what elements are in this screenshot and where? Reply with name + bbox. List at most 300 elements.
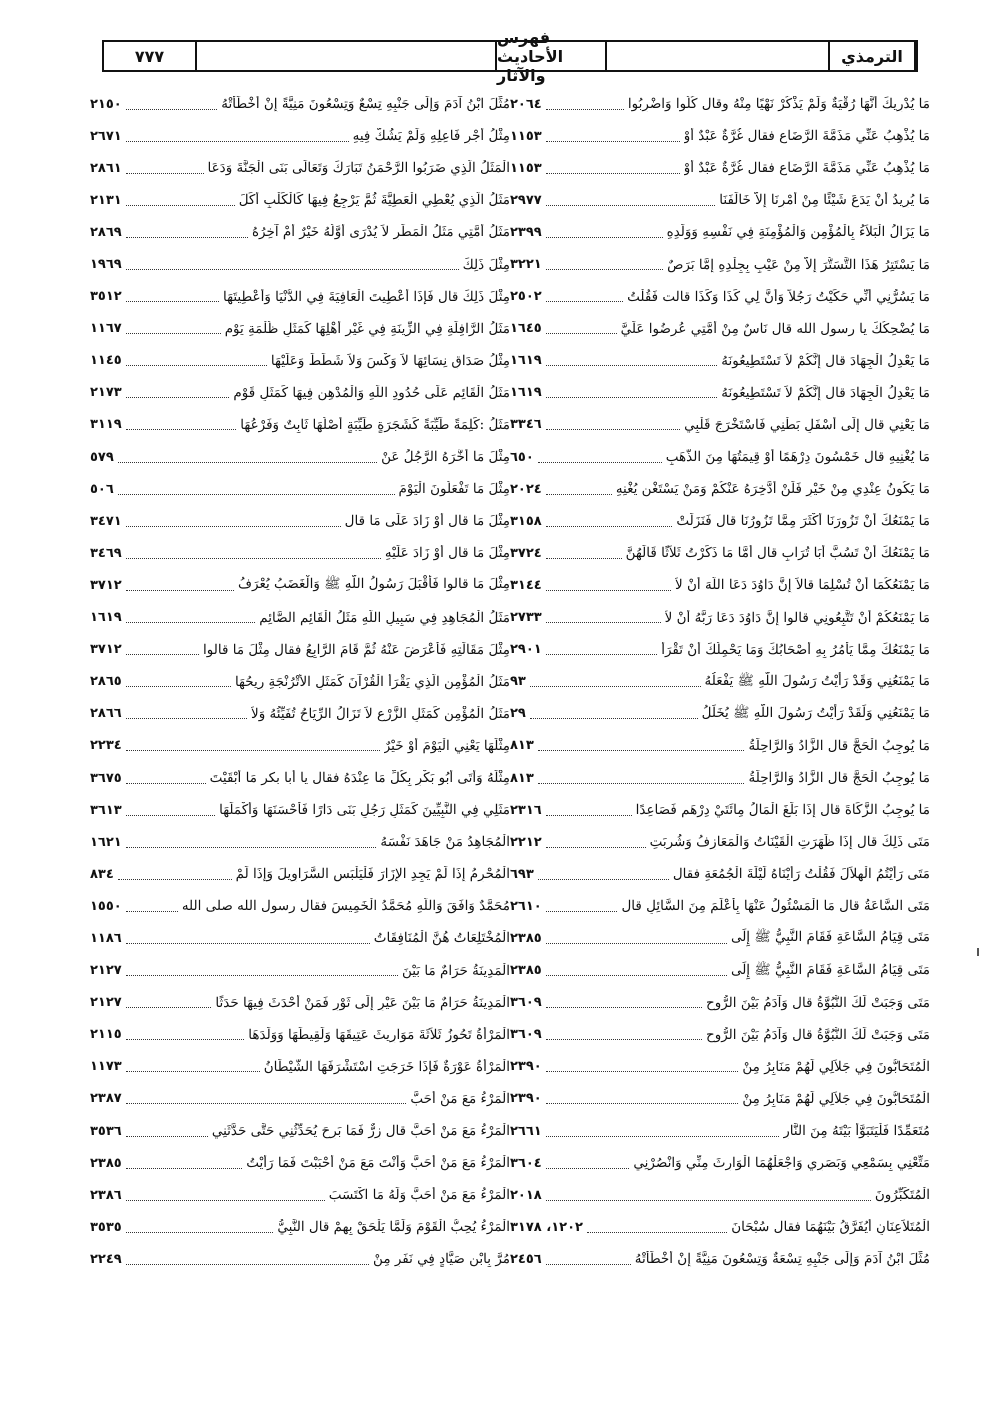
leader-dots — [126, 1254, 369, 1265]
leader-dots — [546, 805, 632, 816]
hadith-number: ٢٤٥٦ — [510, 1251, 542, 1267]
index-entry — [90, 858, 510, 890]
hadith-number: ٢٢١٢ — [510, 834, 542, 850]
index-entry — [90, 762, 510, 794]
index-entry — [90, 987, 510, 1019]
entry-text: مَثَلُ أُمَّتِي مَثَلُ الْمَطَرِ لاَ يُدْرَى أَوَّلُهُ خَيْرٌ أَمْ آخِرُهُ — [251, 224, 510, 241]
leader-dots — [546, 1158, 630, 1169]
index-entry — [90, 441, 510, 473]
leader-dots — [538, 869, 669, 880]
hadith-number: ٣١٤٤ — [510, 577, 542, 593]
hadith-number: ٣٦٠٩ — [510, 995, 542, 1011]
header-empty-cell-middle — [607, 42, 830, 70]
leader-dots — [126, 580, 234, 591]
index-entry — [510, 858, 930, 890]
leader-dots — [546, 259, 663, 270]
entry-text: مَا يَمْنَعُكُمَا أَنْ تُسْلِمَا قالاَ إِنَّ دَاوُدَ دَعَا اللَّهَ أَنْ لاَ — [675, 577, 930, 594]
hadith-number: ٢٣٩٠ — [510, 1091, 542, 1107]
leader-dots — [546, 323, 617, 334]
hadith-number: ٢٣٩٩ — [510, 224, 542, 240]
leader-dots — [126, 612, 256, 623]
entry-text: مَتَى قِيَامُ السَّاعَةِ فَقَامَ النَّبِيُّ ﷺ إِلَى — [730, 929, 930, 946]
index-entry — [90, 666, 510, 698]
index-entry — [510, 1019, 930, 1051]
header-book-title: الترمذي — [830, 42, 916, 70]
hadith-number: ٣٦٠٩ — [510, 1027, 542, 1043]
hadith-number: ١٢٠٢، ٣١٧٨ — [510, 1219, 583, 1235]
index-entry — [510, 602, 930, 634]
hadith-number: ٢٨٦٥ — [90, 674, 122, 690]
leader-dots — [126, 259, 459, 270]
entry-text: مَا يَعْدِلُ الْجِهَادَ قال إِنَّكُمْ لاَ تَسْتَطِيعُونَهُ — [721, 352, 930, 369]
hadith-number: ١١٥٣ — [510, 160, 542, 176]
entry-text: مَا يَزَالُ الْبَلاَءُ بِالْمُؤْمِنِ وَالْمُؤْمِنَةِ فِي نَفْسِهِ وَوَلَدِهِ — [666, 224, 930, 241]
entry-text: مَتَى وَجَبَتْ لَكَ النُّبُوَّةُ قال وَآدَمُ بَيْنَ الرُّوحِ — [705, 994, 930, 1011]
hadith-number: ٢٦٧١ — [90, 128, 122, 144]
leader-dots — [546, 1061, 739, 1072]
hadith-number: ٢٩ — [510, 706, 526, 722]
hadith-number: ١٦١٩ — [510, 385, 542, 401]
leader-dots — [126, 740, 380, 751]
hadith-number: ٢٣٨٥ — [510, 930, 542, 946]
entry-text: الْمَرْأَةُ تَحُوزُ ثَلاَثَةَ مَوَارِيثَ عَتِيقَهَا وَلَقِيطَهَا وَوَلَدَهَا — [248, 1026, 510, 1043]
leader-dots — [126, 291, 219, 302]
index-entry — [510, 730, 930, 762]
leader-dots — [126, 805, 215, 816]
hadith-number: ٨١٣ — [510, 738, 534, 754]
left-index-column — [90, 88, 510, 1275]
leader-dots — [546, 484, 612, 495]
leader-dots — [126, 1158, 243, 1169]
index-entry — [90, 152, 510, 184]
leader-dots — [126, 773, 206, 784]
leader-dots — [118, 484, 395, 495]
leader-dots — [546, 163, 680, 174]
hadith-number: ٢٦١٠ — [510, 898, 542, 914]
leader-dots — [126, 644, 199, 655]
entry-text: مِثْلَ ذَلِكَ — [462, 256, 510, 273]
hadith-number: ٢١٢٧ — [90, 995, 122, 1011]
index-entry — [510, 152, 930, 184]
entry-text: مَا يَسُرُّنِي أَنِّي حَكَيْتُ رَجُلاً وَأَنَّ لِي كَذَا وَكَذَا قالت فَقُلْتُ — [627, 288, 930, 305]
leader-dots — [546, 1029, 702, 1040]
leader-dots — [546, 99, 624, 110]
entry-text: مَثَلُ الرَّافِلَةِ فِي الزِّينَةِ فِي غَيْرِ أَهْلِهَا كَمَثَلِ ظُلْمَةِ يَوْمِ — [224, 320, 510, 337]
entry-text: الْمَرْءُ مَعَ مَنْ أَحَبَّ وَأَنْتَ مَعَ مَنْ أَحْبَبْتَ فَمَا رَأَيْتُ — [246, 1155, 510, 1172]
index-entry — [510, 1051, 930, 1083]
index-entry — [90, 1179, 510, 1211]
index-entry — [510, 216, 930, 248]
hadith-number: ٢١٧٣ — [90, 385, 122, 401]
entry-text: الْمَدِينَةُ حَرَامٌ مَا بَيْنَ — [401, 962, 510, 979]
hadith-number: ٣٣٤٦ — [510, 417, 542, 433]
hadith-number: ١٦١٩ — [510, 353, 542, 369]
hadith-number: ٢٢٤٩ — [90, 1251, 122, 1267]
index-entry — [510, 1115, 930, 1147]
index-entry — [90, 120, 510, 152]
hadith-number: ٣٦١٣ — [90, 802, 122, 818]
entry-text: مَا يُوجِبُ الْحَجَّ قال الزَّادُ وَالرَّاحِلَةُ — [748, 737, 930, 754]
entry-text: الْمُجَاهِدُ مَنْ جَاهَدَ نَفْسَهُ — [380, 834, 510, 851]
entry-text: مَا يُوجِبُ الزَّكَاةَ قال إِذَا بَلَغَ الْمَالُ مِائَتَيْ دِرْهَمٍ فَصَاعِدًا — [635, 802, 930, 819]
entry-text: الْمَدِينَةُ حَرَامٌ مَا بَيْنَ عَيْرٍ إِلَى ثَوْرٍ فَمَنْ أَحْدَثَ فِيهَا حَدَثًا — [215, 994, 510, 1011]
leader-dots — [126, 355, 267, 366]
leader-dots — [546, 612, 661, 623]
leader-dots — [126, 323, 221, 334]
index-entry — [510, 666, 930, 698]
leader-dots — [546, 1126, 780, 1137]
index-entry — [90, 1019, 510, 1051]
index-entry — [510, 955, 930, 987]
hadith-number: ٢٣٨٥ — [510, 963, 542, 979]
index-entry — [510, 698, 930, 730]
hadith-number: ٢١٢٧ — [90, 963, 122, 979]
hadith-number: ١١٥٣ — [510, 128, 542, 144]
leader-dots — [118, 452, 377, 463]
hadith-number: ١٩٦٩ — [90, 257, 122, 273]
leader-dots — [126, 163, 204, 174]
leader-dots — [126, 708, 247, 719]
leader-dots — [546, 644, 657, 655]
hadith-number: ٣٦٠٤ — [510, 1155, 542, 1171]
entry-text: مِثْلُ صَدَاقِ نِسَائِهَا لاَ وَكْسَ وَلاَ شَطَطَ وَعَلَيْهَا — [270, 352, 510, 369]
index-entry — [90, 1083, 510, 1115]
index-entry — [510, 473, 930, 505]
hadith-number: ٢٣٨٦ — [90, 1187, 122, 1203]
entry-text: مُثِّلَ ابْنُ آدَمَ وَإِلَى جَنْبِهِ تِسْعٌ وَتِسْعُونَ مَنِيَّةً إِنْ أَخْطَأَتْهُ — [221, 96, 510, 113]
index-entry — [90, 184, 510, 216]
leader-dots — [546, 901, 618, 912]
entry-text: الْمَرْءُ يُحِبُّ الْقَوْمَ وَلَمَّا يَلْحَقْ بِهِمْ قال النَّبِيُّ — [277, 1219, 510, 1236]
index-entry — [90, 377, 510, 409]
entry-text: الْمَثَلُ الَّذِي ضَرَبُوا الرَّحْمَنُ تَبَارَكَ وَتَعَالَى بَنَى الْجَنَّةَ وَدَعَا — [207, 160, 510, 177]
hadith-number: ٣٢٢١ — [510, 257, 542, 273]
entry-text: مُثِّلَ ابْنُ آدَمَ وَإِلَى جَنْبِهِ تِسْعَةٌ وَتِسْعُونَ مَنِيَّةً إِنْ أَخْطَأَتْهُ — [634, 1251, 930, 1268]
index-entry — [510, 409, 930, 441]
index-entry — [510, 184, 930, 216]
header-page-number: ٧٧٧ — [104, 42, 197, 70]
entry-text: مَتَى رَأَيْتُمُ الْهِلاَلَ فَقُلْتُ رَأَيْنَاهُ لَيْلَةَ الْجُمُعَةِ فقال — [672, 866, 930, 883]
index-entry — [510, 120, 930, 152]
entry-text: الْمَرْءُ مَعَ مَنْ أَحَبَّ قال زِرٌّ فَمَا بَرِحَ يُحَدِّثُنِي حَتَّى حَدَّثَنِي — [211, 1123, 510, 1140]
leader-dots — [126, 227, 248, 238]
index-entry — [90, 1115, 510, 1147]
leader-dots — [546, 997, 702, 1008]
leader-dots — [546, 965, 727, 976]
entry-text: مَتَى السَّاعَةُ قال مَا الْمَسْئُولُ عَنْهَا بِأَعْلَمَ مِنَ السَّائِلِ قال — [621, 898, 930, 915]
entry-text: مَا يَمْنَعُكَ أَنْ تَزُورَنَا أَكْثَرَ مِمَّا تَزُورُنَا قال فَنَزَلَتْ — [676, 513, 930, 530]
hadith-number: ٥٧٩ — [90, 449, 114, 465]
index-entry — [90, 794, 510, 826]
hadith-number: ٣٦٧٥ — [90, 770, 122, 786]
entry-text: مِثْلُ أَجْرِ فَاعِلِهِ وَلَمْ يَشُكَّ فِيهِ — [352, 128, 510, 145]
index-entry — [90, 313, 510, 345]
entry-text: مَتَى قِيَامُ السَّاعَةِ فَقَامَ النَّبِيُّ ﷺ إِلَى — [730, 961, 930, 978]
leader-dots — [126, 1029, 245, 1040]
index-entry — [90, 1051, 510, 1083]
index-entry — [510, 634, 930, 666]
index-entry — [90, 345, 510, 377]
leader-dots — [126, 548, 381, 559]
entry-text: مَا يَمْنَعُنِي وَلَقَدْ رَأَيْتُ رَسُولَ اللَّهِ ﷺ يُخَلِّلُ — [701, 704, 930, 721]
hadith-number: ١٦٤٥ — [510, 321, 542, 337]
entry-text: الْمَرْأَةُ عَوْرَةٌ فَإِذَا خَرَجَتِ اسْتَشْرَفَهَا الشَّيْطَانُ — [263, 1058, 510, 1075]
index-entry — [90, 1243, 510, 1275]
hadith-number: ٢٠٢٤ — [510, 481, 542, 497]
index-entry — [510, 281, 930, 313]
leader-dots — [530, 676, 701, 687]
entry-text: مَا يُوجِبُ الْحَجَّ قال الزَّادُ وَالرَّاحِلَةُ — [748, 770, 930, 787]
entry-text: مِثْلَهُ وَأَتَى أَبُو بَكْرٍ بِكُلِّ مَا عِنْدَهُ فقال يا أبا بكر مَا أَبْقَيْتَ — [209, 770, 510, 787]
leader-dots — [126, 1093, 407, 1104]
hadith-number: ٣٤٦٩ — [90, 545, 122, 561]
hadith-number: ٢١١٥ — [90, 1027, 122, 1043]
index-entry — [510, 1179, 930, 1211]
leader-dots — [530, 708, 698, 719]
index-entry — [510, 569, 930, 601]
hadith-number: ١١٦٧ — [90, 321, 122, 337]
leader-dots — [126, 901, 178, 912]
entry-text: مِثْلَ مَا تَفْعَلُونَ الْيَوْمَ — [398, 481, 510, 498]
index-entry — [90, 216, 510, 248]
leader-dots — [126, 1061, 260, 1072]
index-entry — [90, 955, 510, 987]
entry-text: مَا يُذْهِبُ عَنِّي مَذَمَّةَ الرَّضَاعِ فقال غُرَّةٌ عَبْدٌ أَوْ — [683, 160, 930, 177]
leader-dots — [546, 355, 718, 366]
hadith-number: ٢٣٩٠ — [510, 1059, 542, 1075]
leader-dots — [126, 131, 349, 142]
entry-text: مَتَى وَجَبَتْ لَكَ النُّبُوَّةُ قال وَآدَمُ بَيْنَ الرُّوحِ — [705, 1026, 930, 1043]
hadith-number: ٩٣ — [510, 674, 526, 690]
hadith-number: ٣٤٧١ — [90, 513, 122, 529]
index-entry — [510, 826, 930, 858]
leader-dots — [546, 1254, 631, 1265]
index-entry — [90, 634, 510, 666]
leader-dots — [538, 773, 745, 784]
entry-text: الْمُحْرِمُ إِذَا لَمْ يَجِدِ الإِزَارَ فَلْيَلْبَسِ السَّرَاوِيلَ وَإِذَا لَمْ — [235, 866, 510, 883]
leader-dots — [538, 740, 745, 751]
leader-dots — [126, 837, 377, 848]
hadith-number: ٢٦٦١ — [510, 1123, 542, 1139]
entry-text: مِثْلَ مَا قال أَوْ زَادَ عَلَيْهِ — [384, 545, 510, 562]
leader-dots — [546, 1190, 871, 1201]
hadith-number: ٢٩٧٧ — [510, 192, 542, 208]
index-entry — [510, 345, 930, 377]
index-entry — [90, 826, 510, 858]
hadith-number: ٢٣٨٧ — [90, 1091, 122, 1107]
leader-dots — [126, 965, 398, 976]
index-entry — [510, 1083, 930, 1115]
hadith-number: ٢١٥٠ — [90, 96, 122, 112]
entry-text: مَا يَمْنَعُكُمْ أَنْ تَتَّبِعُونِي قالوا إِنَّ دَاوُدَ دَعَا رَبَّهُ أَنْ لاَ — [664, 609, 930, 626]
index-entry — [90, 890, 510, 922]
header-index-title: فهرس الأحاديث والآثار — [497, 42, 607, 70]
hadith-number: ١٥٥٠ — [90, 898, 122, 914]
hadith-number: ١٦٢١ — [90, 834, 122, 850]
hadith-number: ٨٣٤ — [90, 866, 114, 882]
hadith-number: ٢٢٣٤ — [90, 738, 122, 754]
entry-text: مِثْلَهَا يَعْنِي الْيَوْمَ أَوْ خَيْرٌ — [383, 737, 510, 754]
leader-dots — [546, 195, 716, 206]
leader-dots — [546, 131, 680, 142]
entry-text: مَثَلُ :كَلِمَةً طَيِّبَةً كَشَجَرَةٍ طَيِّبَةٍ أَصْلُهَا ثَابِتٌ وَفَرْعُهَا — [240, 416, 510, 433]
hadith-number: ٢٨٦٦ — [90, 706, 122, 722]
entry-text: مَا يُضْحِكُكَ يا رسول الله قال نَاسٌ مِنْ أُمَّتِي عُرِضُوا عَلَيَّ — [620, 320, 930, 337]
right-index-column — [510, 88, 930, 1275]
index-entry — [90, 505, 510, 537]
hadith-number: ٣٥٣٦ — [90, 1123, 122, 1139]
entry-text: مَا يَمْنَعُنِي وَقَدْ رَأَيْتُ رَسُولَ اللَّهِ ﷺ يَفْعَلُهُ — [704, 672, 930, 689]
entry-text: مِثْلَ مَا قال أَوْ زَادَ عَلَى مَا قال — [344, 513, 510, 530]
hadith-number: ٣٧٢٤ — [510, 545, 542, 561]
index-entry — [510, 1211, 930, 1243]
entry-text: مَا يُرِيدُ أَنْ يَدَعَ شَيْئًا مِنْ أَمْرِنَا إِلاَّ خَالَفَنَا — [719, 192, 930, 209]
index-entry — [90, 473, 510, 505]
index-entry — [90, 602, 510, 634]
entry-text: مَا يَسْتَتِرُ هَذَا التَّسَتُّرَ إِلاَّ مِنْ عَيْبٍ بِجِلْدِهِ إِمَّا بَرَصٌ — [667, 256, 930, 273]
leader-dots — [546, 580, 671, 591]
entry-text: مَثَلِي فِي النَّبِيِّينَ كَمَثَلِ رَجُلٍ بَنَى دَارًا فَأَحْسَنَهَا وَأَكْمَلَهَا — [219, 802, 510, 819]
entry-text: مَثَلُ الْمُؤْمِنِ الَّذِي يَقْرَأُ الْقُرْآنَ كَمَثَلِ الأُتْرُنْجَةِ رِيحُهَا — [234, 673, 510, 690]
leader-dots — [126, 933, 370, 944]
leader-dots — [126, 676, 231, 687]
hadith-number: ٢٩٠١ — [510, 642, 542, 658]
entry-text: مَتَى ذَلِكَ قال إِذَا ظَهَرَتِ الْقَيْنَاتُ وَالْمَعَازِفُ وَشُرِبَتِ — [649, 834, 930, 851]
hadith-number: ١٦١٩ — [90, 610, 122, 626]
index-entry — [510, 537, 930, 569]
leader-dots — [126, 195, 235, 206]
entry-text: مَثَلُ الْقَائِمِ عَلَى حُدُودِ اللَّهِ وَالْمُدْهِنِ فِيهَا كَمَثَلِ قَوْمٍ — [233, 384, 510, 401]
index-entry — [90, 730, 510, 762]
leader-dots — [538, 452, 662, 463]
entry-text: مَا يَمْنَعُكَ أَنْ تَسُبَّ أَبَا تُرَابٍ قال أَمَّا مَا ذَكَرْتُ ثَلاَثًا قَالَهُنَّ — [625, 545, 930, 562]
leader-dots — [546, 837, 646, 848]
index-entry — [90, 281, 510, 313]
leader-dots — [126, 99, 218, 110]
hadith-number: ١١٨٦ — [90, 930, 122, 946]
leader-dots — [126, 1222, 274, 1233]
hadith-number: ٢٥٠٢ — [510, 289, 542, 305]
entry-text: الْمُتَكَبِّرُونَ — [874, 1187, 930, 1204]
entry-text: مَا يَعْدِلُ الْجِهَادَ قال إِنَّكُمْ لاَ تَسْتَطِيعُونَهُ — [721, 384, 930, 401]
hadith-number: ١١٧٣ — [90, 1059, 122, 1075]
margin-mark — [977, 948, 979, 956]
page-header — [102, 27, 918, 85]
leader-dots — [126, 419, 237, 430]
hadith-number: ٣٧١٢ — [90, 577, 122, 593]
leader-dots — [587, 1222, 727, 1233]
leader-dots — [546, 291, 623, 302]
index-entry — [510, 922, 930, 954]
index-entry — [510, 1147, 930, 1179]
index-entry — [90, 248, 510, 280]
entry-text: مَا يُذْهِبُ عَنِّي مَذَمَّةَ الرَّضَاعِ فقال غُرَّةٌ عَبْدٌ أَوْ — [683, 128, 930, 145]
hadith-number: ٣١٥٨ — [510, 513, 542, 529]
hadith-number: ٣٥٣٥ — [90, 1219, 122, 1235]
hadith-number: ٢١٣١ — [90, 192, 122, 208]
hadith-number: ٣٥١٢ — [90, 289, 122, 305]
hadith-number: ٢٧٣٣ — [510, 610, 542, 626]
leader-dots — [546, 548, 622, 559]
entry-text: مَا يَكُونُ عِنْدِي مِنْ خَيْرٍ فَلَنْ أَدَّخِرَهُ عَنْكُمْ وَمَنْ يَسْتَغْنِ يُغْنِهِ — [615, 481, 930, 498]
hadith-number: ١١٤٥ — [90, 353, 122, 369]
index-entry — [510, 987, 930, 1019]
index-entry — [90, 1211, 510, 1243]
index-entry — [90, 1147, 510, 1179]
hadith-number: ٢٣٨٥ — [90, 1155, 122, 1171]
index-entry — [90, 922, 510, 954]
hadith-number: ٦٥٠ — [510, 449, 534, 465]
entry-text: مِثْلَ ذَلِكَ قال فَإِذَا أُعْطِيتَ الْعَافِيَةَ فِي الدُّنْيَا وَأُعْطِيتَهَا — [222, 288, 510, 305]
entry-text: مُتَعَمِّدًا فَلْيَتَبَوَّأْ بَيْتَهُ مِنَ النَّارِ — [783, 1123, 930, 1140]
hadith-number: ٣١١٩ — [90, 417, 122, 433]
leader-dots — [126, 997, 212, 1008]
hadith-number: ٨١٣ — [510, 770, 534, 786]
index-entry — [90, 409, 510, 441]
index-entry — [510, 248, 930, 280]
entry-text: الْمُتَحَابُّونَ فِي جَلاَلِي لَهُمْ مَنَابِرُ مِنْ — [742, 1090, 930, 1107]
leader-dots — [126, 1126, 208, 1137]
leader-dots — [546, 516, 673, 527]
hadith-number: ٢٨٦٩ — [90, 224, 122, 240]
hadith-number: ٥٠٦ — [90, 481, 114, 497]
entry-text: مَثَلُ الْمُؤْمِنِ كَمَثَلِ الزَّرْعِ لاَ تَزَالُ الرِّيَاحُ تُفَيِّئُهُ وَلاَ — [251, 705, 510, 722]
hadith-number: ٢٠١٨ — [510, 1187, 542, 1203]
entry-text: مَثَلُ الَّذِي يُعْطِي الْعَطِيَّةَ ثُمَّ يَرْجِعُ فِيهَا كَالْكَلْبِ أَكَلَ — [238, 192, 510, 209]
entry-text: مِثْلَ مَا قالوا فَأَقْبَلَ رَسُولُ اللَّهِ ﷺ وَالْغَضَبُ يُعْرَفُ — [238, 576, 510, 593]
entry-text: مِثْلَ مَقَالَتِهِ فَأَعْرَضَ عَنْهُ ثُمَّ قَامَ الرَّابِعُ فقال مِثْلَ مَا قالوا — [203, 641, 510, 658]
leader-dots — [126, 1190, 325, 1201]
index-entry — [510, 890, 930, 922]
index-entry — [90, 88, 510, 120]
index-entry — [510, 794, 930, 826]
entry-text: مِثْلَ مَا أَخَّرَهُ الرَّجُلُ عَنْ — [381, 449, 510, 466]
index-entry — [510, 88, 930, 120]
entry-text: الْمُتَلاَعِنَانِ أَيُفَرَّقُ بَيْنَهُمَا فقال سُبْحَانَ — [731, 1219, 930, 1236]
entry-text: مَا يُدْرِيكَ أَنَّهَا رُقْيَةٌ وَلَمْ يَذْكُرْ نَهْيًا مِنْهُ وقال كُلُوا وَاضْرِبُوا — [627, 96, 930, 113]
leader-dots — [546, 387, 718, 398]
header-empty-cell-left — [197, 42, 497, 70]
index-entry — [510, 377, 930, 409]
leader-dots — [546, 227, 663, 238]
leader-dots — [118, 869, 232, 880]
leader-dots — [126, 516, 341, 527]
index-entry — [90, 698, 510, 730]
index-entry — [510, 505, 930, 537]
entry-text: مَتِّعْنِي بِسَمْعِي وَبَصَرِي وَاجْعَلْهُمَا الْوَارِثَ مِنِّي وَانْصُرْنِي — [633, 1155, 930, 1172]
leader-dots — [546, 1093, 739, 1104]
leader-dots — [546, 933, 727, 944]
index-entry — [510, 313, 930, 345]
index-entry — [90, 537, 510, 569]
index-entry — [510, 1243, 930, 1275]
entry-text: مَا يُغْنِيهِ قال خَمْسُونَ دِرْهَمًا أَوْ قِيمَتُهَا مِنَ الذَّهَبِ — [665, 449, 930, 466]
leader-dots — [126, 387, 230, 398]
entry-text: مَا يَمْنَعُكَ مِمَّا يَأْمُرُ بِهِ أَصْحَابُكَ وَمَا يَحْمِلُكَ أَنْ تَقْرَأَ — [661, 641, 930, 658]
entry-text: الْمُتَحَابُّونَ فِي جَلاَلِي لَهُمْ مَنَابِرُ مِنْ — [742, 1058, 930, 1075]
index-entry — [510, 441, 930, 473]
index-entry — [510, 762, 930, 794]
entry-text: مَثَلُ الْمُجَاهِدِ فِي سَبِيلِ اللَّهِ مَثَلُ الْقَائِمِ الصَّائِمِ — [259, 609, 510, 626]
entry-text: مُحَمَّدٌ وَافَقَ وَاللَّهِ مُحَمَّدُ الْخَمِيسَ فقال رسول الله صلى الله — [181, 898, 510, 915]
hadith-number: ٣٧١٢ — [90, 642, 122, 658]
leader-dots — [546, 419, 680, 430]
entry-text: مَا يَعْنِي قال إِلَى أَسْفَلِ بَطْنِي فَاسْتَخْرَجَ قَلْبِي — [684, 416, 930, 433]
hadith-number: ٢٣١٦ — [510, 802, 542, 818]
index-entry — [90, 569, 510, 601]
hadith-number: ٢٠٦٤ — [510, 96, 542, 112]
hadith-number: ٦٩٣ — [510, 866, 534, 882]
